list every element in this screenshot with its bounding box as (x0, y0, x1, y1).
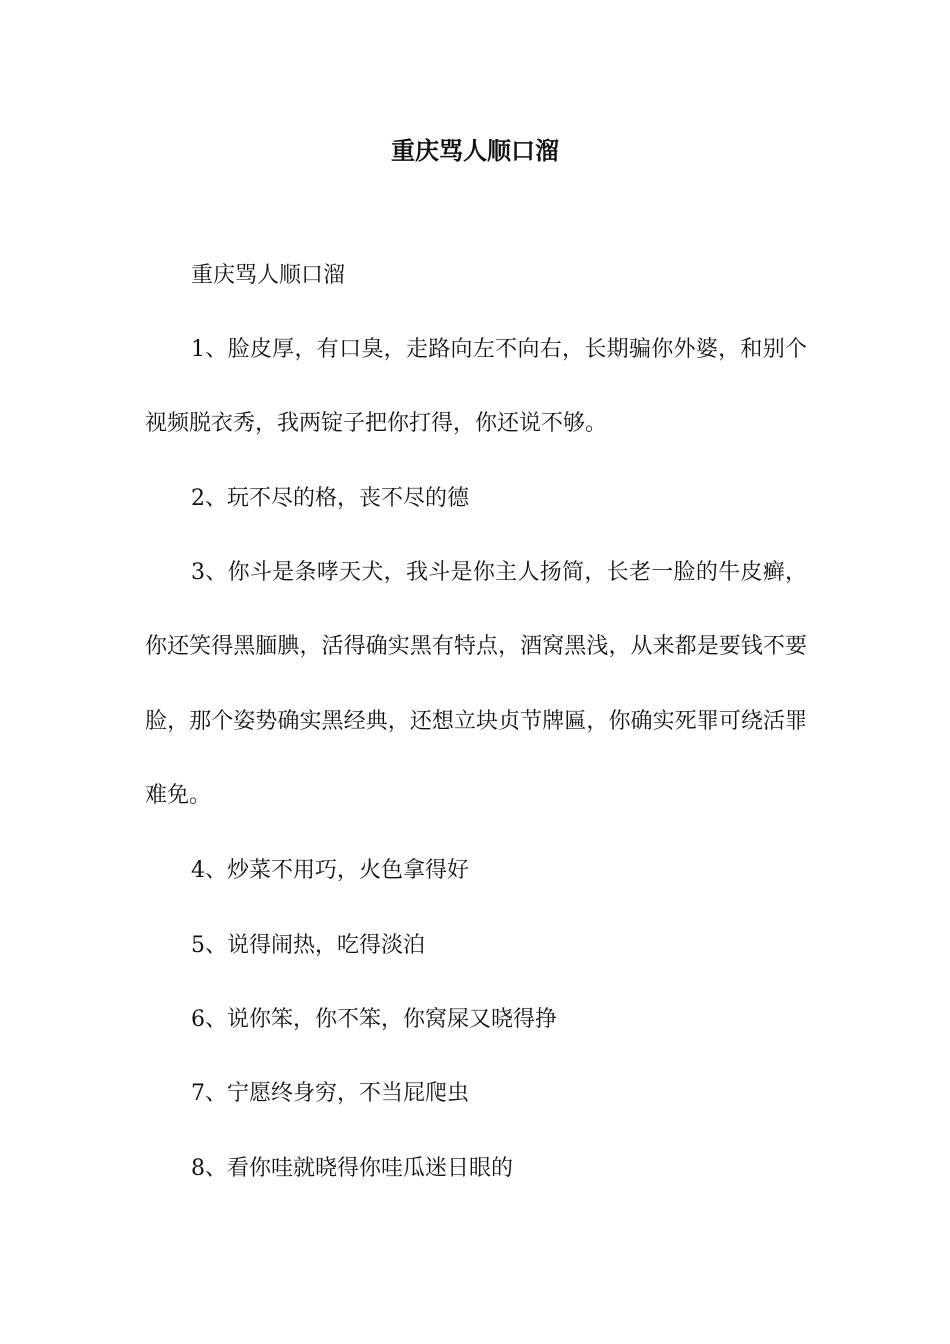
document-body (145, 257, 807, 1224)
document-title: 重庆骂人顺口溜 (391, 136, 559, 165)
paragraph-item-3: 3、你斗是条哮天犬，我斗是你主人扬简，长老一脸的牛皮癣，你还笑得黑腼腆，活得确实黑有特点，酒窝黑浅，从来都是要钱不要脸，那个姿势确实黑经典，还想立块贞节牌匾，你确实死罪可绕活罪难免。 (145, 560, 807, 809)
paragraph-item-6: 6、说你笨，你不笨，你窝屎又晓得挣 (191, 1007, 557, 1032)
paragraph-item-7: 7、宁愿终身穷，不当屁爬虫 (191, 1081, 469, 1107)
paragraph-subtitle: 重庆骂人顺口溜 (191, 263, 346, 288)
paragraph-item-8: 8、看你哇就晓得你哇瓜迷日眼的 (191, 1155, 513, 1181)
paragraph-item-1: 1、脸皮厚，有口臭，走路向左不向右，长期骗你外婆，和别个视频脱衣秀，我两锭子把你打得，你还说不够。 (145, 336, 807, 437)
paragraph-item-5: 5、说得闹热，吃得淡泊 (191, 932, 425, 958)
paragraph-item-2: 2、玩不尽的格，丧不尽的德 (191, 486, 469, 512)
paragraph-item-4: 4、炒菜不用巧，火色拿得好 (191, 858, 469, 884)
